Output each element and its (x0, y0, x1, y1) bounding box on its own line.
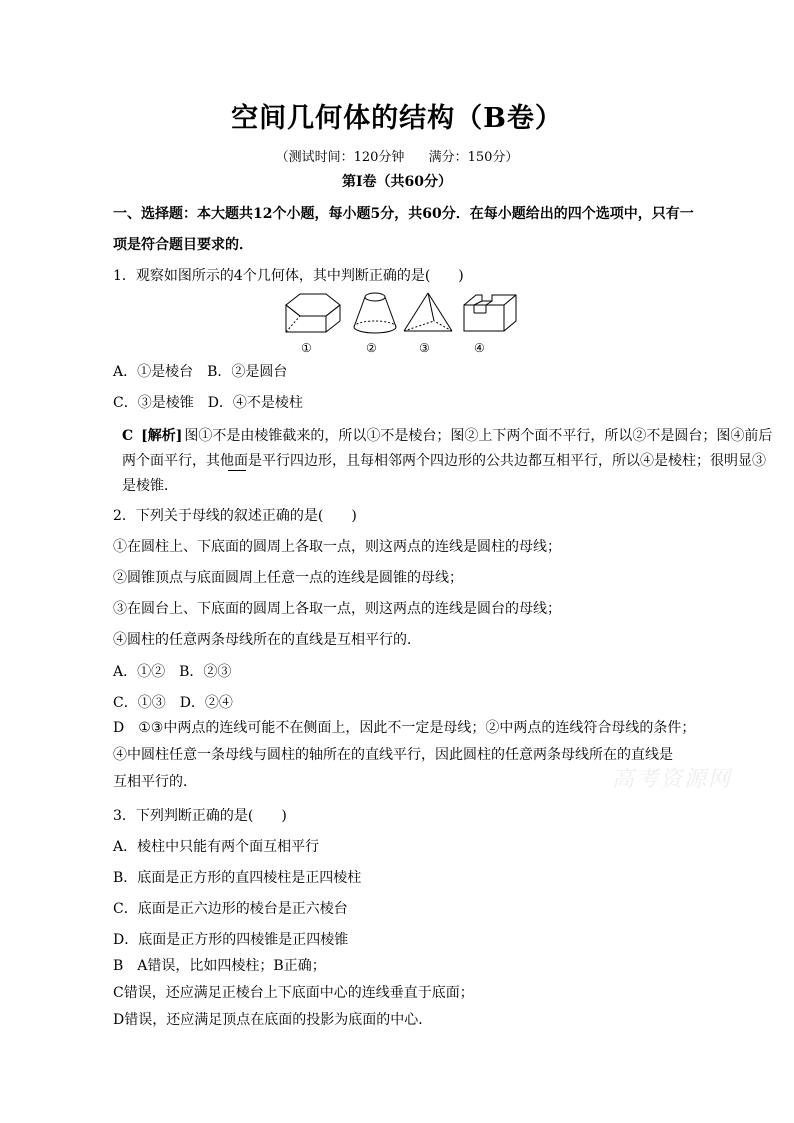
prism-figure (462, 291, 520, 335)
figure-label-2: ② (366, 341, 377, 355)
q2-explanation-line1: D ①③中两点的连线可能不在侧面上，因此不一定是母线；②中两点的连线符合母线的条件； (113, 720, 696, 736)
q1-explanation-line3: 是棱锥． (122, 478, 178, 494)
q3-answer: B (113, 958, 124, 974)
q1-options-cd: C．③是棱锥 D．④不是棱柱 (113, 395, 303, 411)
q2-options-cd: C．①③ D．②④ (113, 695, 233, 711)
figure-label-3: ③ (419, 341, 430, 355)
q1-stem: 1．观察如图所示的4个几何体，其中判断正确的是( ) (113, 268, 464, 284)
q3-stem: 3．下列判断正确的是( ) (113, 808, 287, 824)
q3-option-a: A．棱柱中只能有两个面互相平行 (113, 839, 320, 855)
test-info (0, 146, 794, 165)
q1-explanation-line1: C [解析] 图①不是由棱锥截来的，所以①不是棱台；图②上下两个面不平行，所以②不是圆台；图④前后 (122, 428, 773, 444)
q1-analysis-tag: [解析] (141, 428, 183, 444)
q3-explanation-line1: B A错误，比如四棱柱；B正确； (113, 958, 326, 974)
underline-mark (228, 470, 246, 471)
q2-options-ab: A．①② B．②③ (113, 664, 232, 680)
volume-heading: 第Ⅰ卷（共60分） (341, 174, 453, 190)
truncated-cone-figure (350, 291, 400, 335)
q3-option-c: C．底面是正六边形的棱台是正六棱台 (113, 901, 348, 917)
q3-option-d: D．底面是正方形的四棱锥是正四棱锥 (113, 932, 349, 948)
q2-statement-3: ③在圆台上、下底面的圆周上各取一点，则这两点的连线是圆台的母线； (113, 601, 561, 617)
q3-option-b: B．底面是正方形的直四棱柱是正四棱柱 (113, 870, 362, 886)
q2-explanation-line3: 互相平行的． (113, 774, 197, 790)
test-score: 满分：150分） (428, 150, 519, 165)
q3-explanation-line3: D错误，还应满足顶点在底面的投影为底面的中心． (113, 1012, 433, 1028)
section-instruction-line2: 项是符合题目要求的． (113, 237, 253, 253)
figure-label-4: ④ (474, 341, 485, 355)
figure-label-1: ① (301, 341, 312, 355)
q2-statement-1: ①在圆柱上、下底面的圆周上各取一点，则这两点的连线是圆柱的母线； (113, 539, 561, 555)
q1-answer: C (122, 428, 134, 444)
pyramid-figure (402, 291, 454, 335)
page-title: 空间几何体的结构（B卷） (231, 103, 563, 134)
q1-options-ab: A．①是棱台 B．②是圆台 (113, 364, 288, 380)
frustum-figure (282, 291, 344, 335)
q2-stem: 2．下列关于母线的叙述正确的是( ) (113, 508, 357, 524)
q2-explanation-line2: ④中圆柱任意一条母线与圆柱的轴所在的直线平行，因此圆柱的任意两条母线所在的直线是 (113, 747, 673, 763)
q2-statement-2: ②圆锥顶点与底面圆周上任意一点的连线是圆锥的母线； (113, 570, 463, 586)
q1-figure (282, 291, 522, 353)
q2-statement-4: ④圆柱的任意两条母线所在的直线是互相平行的． (113, 632, 421, 648)
q2-answer: D (113, 720, 125, 736)
q3-explanation-line2: C错误，还应满足正棱台上下底面中心的连线垂直于底面； (113, 985, 474, 1001)
test-time: （测试时间：120分钟 (275, 150, 405, 165)
q1-explanation-line2: 两个面平行，其他面是平行四边形，且每相邻两个四边形的公共边都互相平行，所以④是棱柱；很明显③ (122, 453, 766, 469)
watermark: 高考资源网 (612, 767, 733, 792)
section-instruction-line1: 一、选择题：本大题共12个小题，每小题5分，共60分．在每小题给出的四个选项中，只有一 (113, 206, 694, 222)
